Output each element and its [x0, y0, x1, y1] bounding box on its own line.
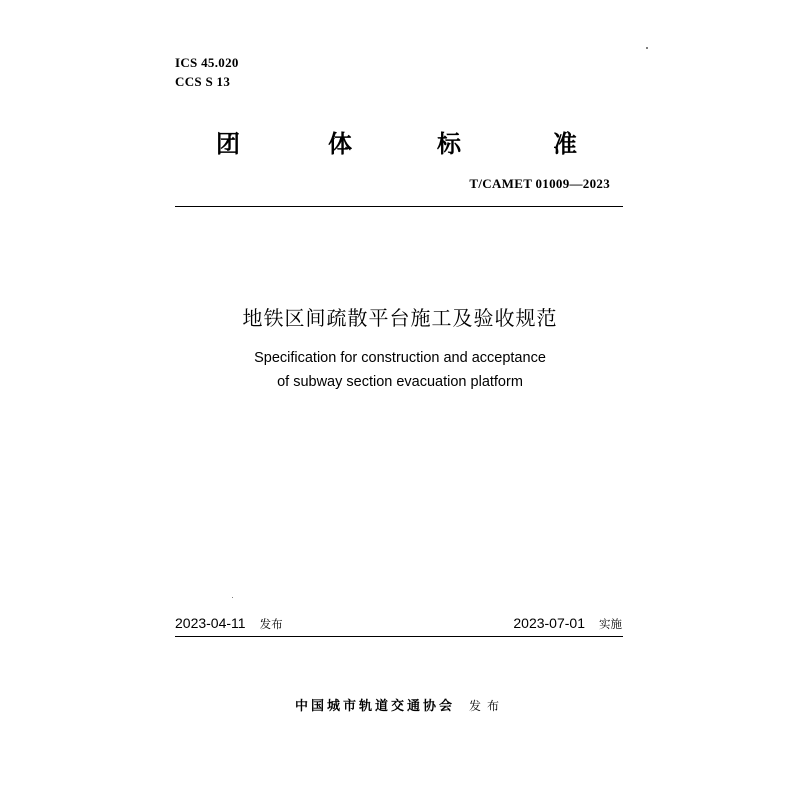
- top-divider: [175, 206, 623, 207]
- scan-speck: [646, 47, 648, 49]
- ics-code: ICS 45.020: [175, 55, 239, 70]
- scan-speck: [232, 597, 233, 598]
- implement-date-block: [513, 615, 622, 632]
- implement-word: 实施: [599, 617, 622, 631]
- standard-type-char-1: 团: [216, 130, 240, 158]
- english-title-line-2: of subway section evacuation platform: [277, 374, 523, 390]
- bottom-divider: [175, 636, 623, 637]
- issue-date-block: [175, 615, 283, 632]
- standard-type-char-4: 准: [553, 130, 577, 158]
- publisher-line: [0, 695, 800, 714]
- publisher-word: 发布: [469, 699, 506, 713]
- ccs-code: CCS S 13: [175, 74, 231, 89]
- chinese-title: 地铁区间疏散平台施工及验收规范: [242, 306, 558, 330]
- implement-date: 2023-07-01: [513, 615, 585, 631]
- standard-number: T/CAMET 01009—2023: [469, 176, 610, 191]
- english-title-line-1: Specification for construction and acceptance: [254, 350, 546, 366]
- standard-type-char-2: 体: [328, 130, 352, 158]
- issue-word: 发布: [259, 617, 283, 631]
- issue-date: 2023-04-11: [175, 615, 246, 631]
- standard-type-char-3: 标: [437, 130, 461, 158]
- publisher-name: 中国城市轨道交通协会: [294, 699, 455, 714]
